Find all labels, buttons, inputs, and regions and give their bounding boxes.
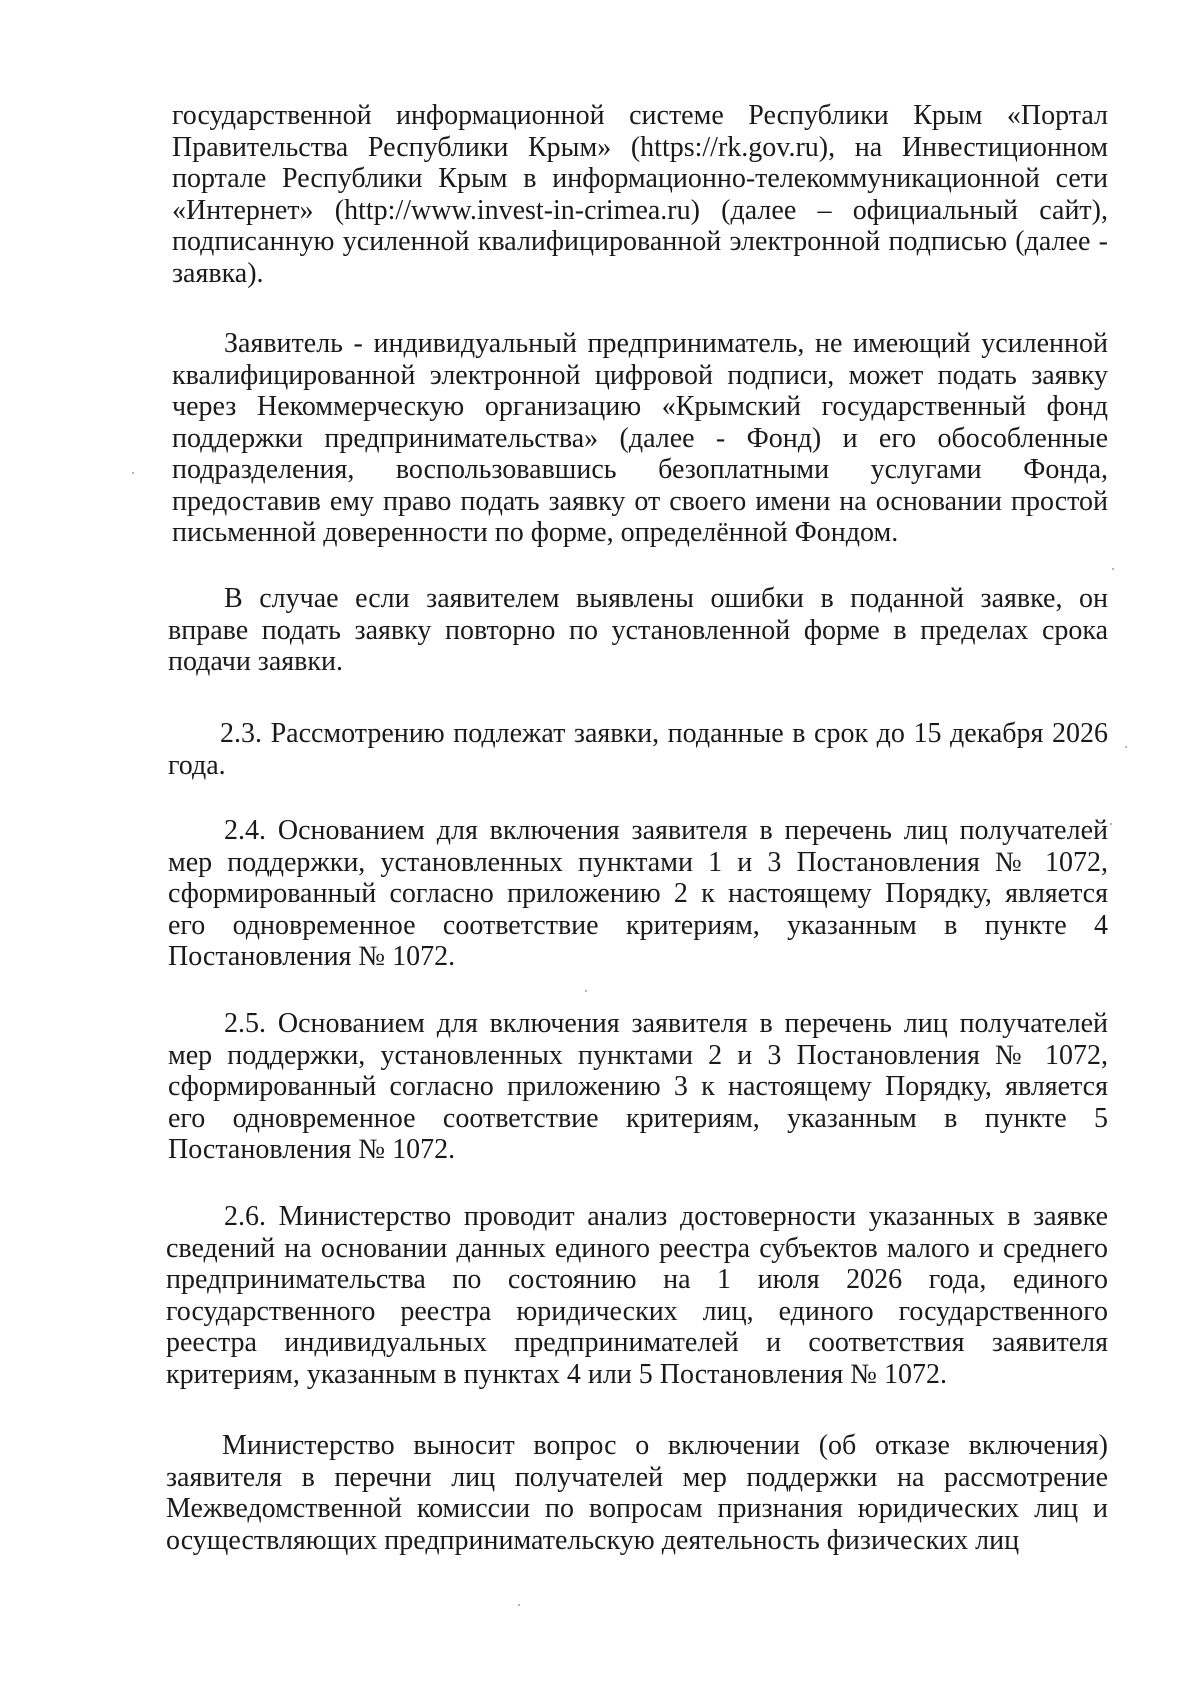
paragraph-commission: Министерство выносит вопрос о включении (об отказе включения) заявителя в перечни лиц получателей мер поддержки на рассмотрение Межведомственной комиссии по вопросам признания юридических лиц и осуществляющих предпринимательскую деятельность физических лиц [166,1430,1108,1556]
paragraph-resubmission: В случае если заявителем выявлены ошибки в поданной заявке, он вправе подать заявку повторно по установленной форме в пределах срока подачи заявки. [168,583,1108,677]
scan-speck [132,472,134,474]
paragraph-applicant-entrepreneur: Заявитель - индивидуальный предприниматель, не имеющий усиленной квалифицированной электронной цифровой подписи, может подать заявку через Некоммерческую организацию «Крымский государственный фонд поддержки предпринимательства» (далее - Фонд) и его обособленные подразделения, воспользовавшись безоплатными услугами Фонда, предоставив ему право подать заявку от своего имени на основании простой письменной доверенности по форме, определённой Фондом. [172,328,1108,548]
paragraph-2-5-basis: 2.5. Основанием для включения заявителя в перечень лиц получателей мер поддержки, установленных пунктами 2 и 3 Постановления № 1072, сформированный согласно приложению 3 к настоящему Порядку, является его одновременное соответствие критериям, указанным в пункте 5 Постановления № 1072. [168,1008,1108,1165]
scan-speck [1110,823,1112,825]
paragraph-2-6-analysis: 2.6. Министерство проводит анализ достоверности указанных в заявке сведений на основании данных единого реестра субъектов малого и среднего предпринимательства по состоянию на 1 июля 2026 года, единого государственного реестра юридических лиц, единого государственного реестра индивидуальных предпринимателей и соответствия заявителя критериям, указанным в пунктах 4 или 5 Постановления № 1072. [166,1201,1108,1390]
paragraph-2-4-basis: 2.4. Основанием для включения заявителя в перечень лиц получателей мер поддержки, установленных пунктами 1 и 3 Постановления № 1072, сформированный согласно приложению 2 к настоящему Порядку, является его одновременное соответствие критериям, указанным в пункте 4 Постановления № 1072. [168,815,1108,972]
scan-speck [1125,746,1127,748]
scan-speck [518,1604,520,1606]
paragraph-2-3-deadline: 2.3. Рассмотрению подлежат заявки, поданные в срок до 15 декабря 2026 года. [168,718,1108,781]
scan-speck [585,990,587,992]
paragraph-official-site: государственной информационной системе Республики Крым «Портал Правительства Республики Крым» (https://rk.gov.ru), на Инвестиционном портале Республики Крым в информационно-телекоммуникационной сети «Интернет» (http://www.invest-in-crimea.ru) (далее – официальный сайт), подписанную усиленной квалифицированной электронной подписью (далее - заявка). [172,100,1108,289]
scan-speck [1112,568,1114,570]
